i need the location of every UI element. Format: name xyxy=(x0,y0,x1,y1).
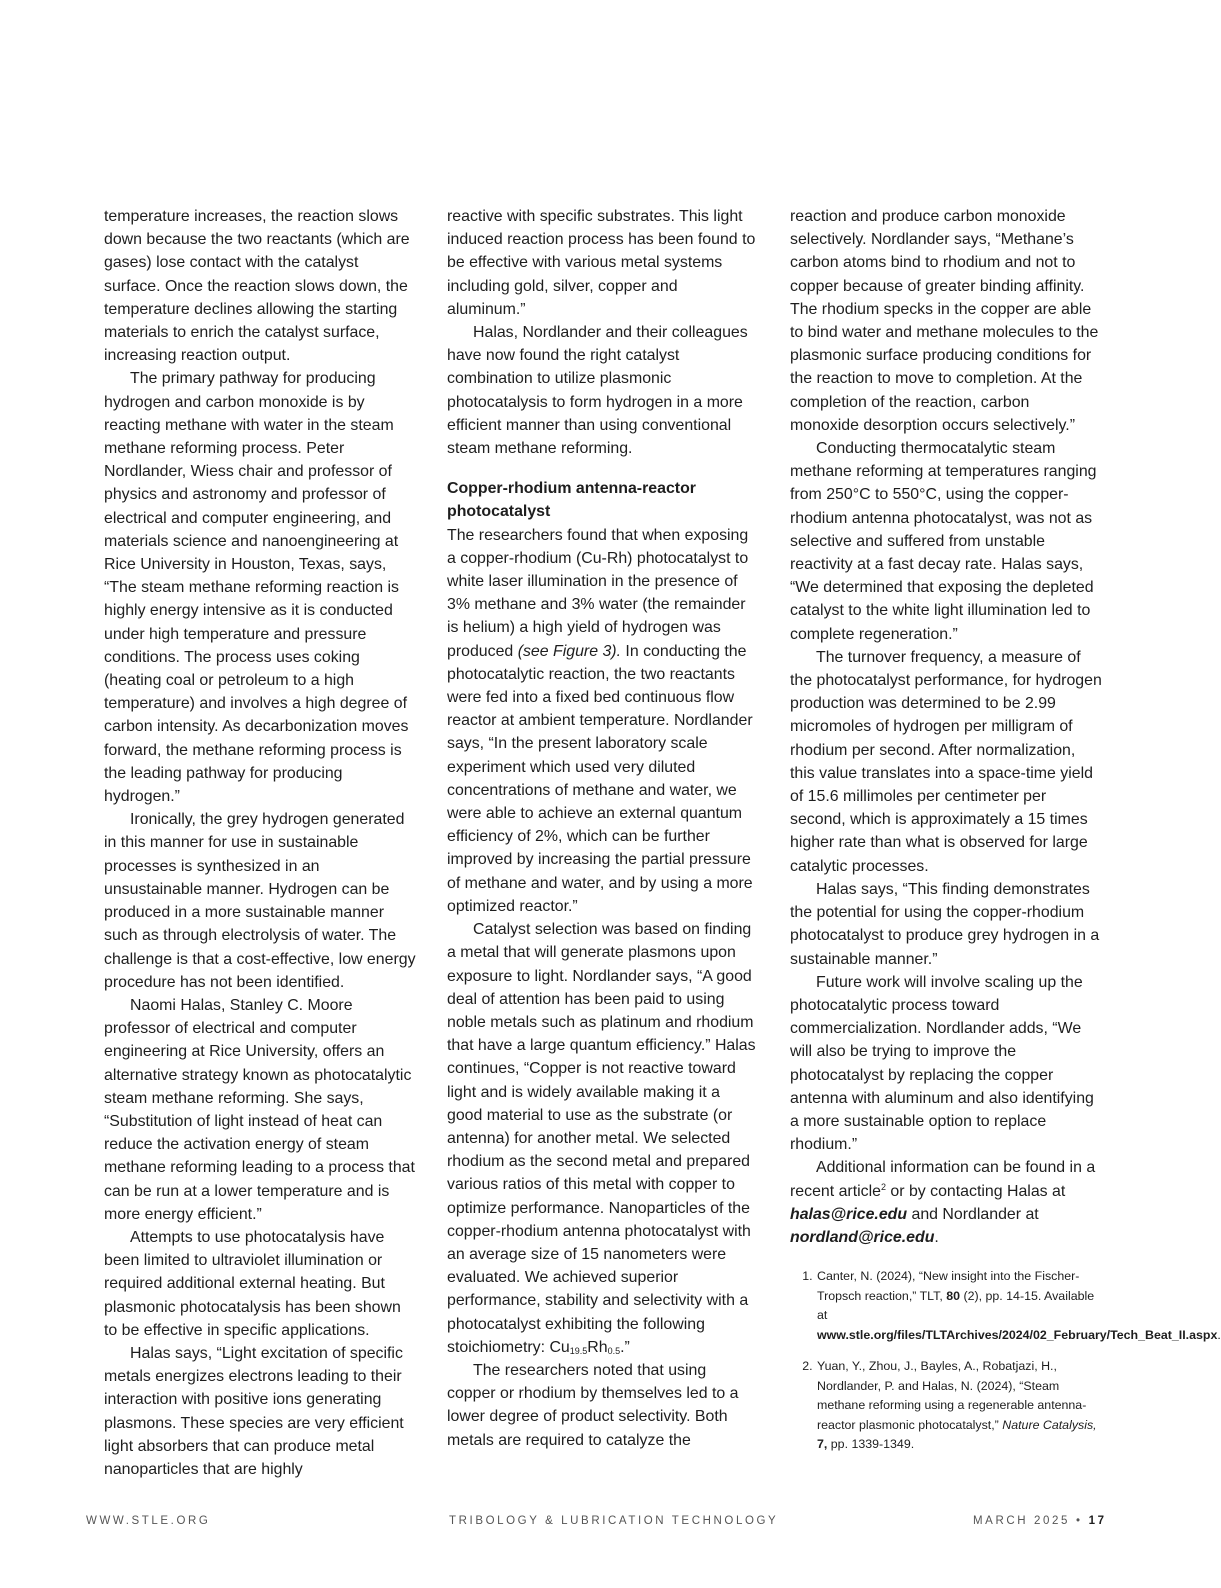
email-link-halas[interactable]: halas@rice.edu xyxy=(790,1205,908,1223)
email-link-nordlander[interactable]: nordland@rice.edu xyxy=(790,1228,935,1246)
footer-date: MARCH 2025 xyxy=(973,1515,1070,1527)
paragraph-text: Catalyst selection was based on finding a metal that will generate plasmons upon exposure to light. Nordlander says, “A good deal of attention has been paid to using noble metals such as platinum and rhodium that have a large quantum efficiency.” Halas continues, “Copper is not reactive toward light and is widely available making it a good material to use as the substrate (or antenna) for another metal. We selected rhodium as the second metal and prepared various ratios of this metal with copper to optimize performance. Nanoparticles of the copper-rhodium antenna photocatalyst with an average size of 15 nanometers were evaluated. We achieved superior performance, stability and selectivity with a photocatalyst exhibiting the following stoichiometry: xyxy=(447,921,756,1356)
paragraph: Ironically, the grey hydrogen generated in this manner for use in sustainable processes is synthesized in an unsustainable manner. Hydrogen can be produced in a more sustainable manner such as through electrolysis of water. The challenge is that a cost-effective, low energy procedure has not been identified. xyxy=(104,811,416,991)
paragraph xyxy=(790,1156,1102,1249)
paragraph: Attempts to use photocatalysis have been limited to ultraviolet illumination or required additional external heating. But plasmonic photocatalysis has been shown to be effective in specific applications. xyxy=(104,1228,401,1339)
reference-text: . xyxy=(1217,1327,1221,1342)
reference-volume: 7, xyxy=(817,1437,828,1452)
article-column-3 xyxy=(790,205,1221,1467)
reference-url-link[interactable]: www.stle.org/files/TLTArchives/2024/02_February/Tech_Beat_II.aspx xyxy=(817,1327,1218,1342)
stoichiometry-formula xyxy=(549,1339,629,1356)
reference-list xyxy=(790,1267,1221,1455)
paragraph-text: or by contacting Halas at xyxy=(885,1182,1066,1200)
page-number: 17 xyxy=(1088,1515,1107,1527)
footer-website: WWW.STLE.ORG xyxy=(86,1515,211,1527)
paragraph-text: . xyxy=(934,1228,939,1246)
paragraph: reactive with specific substrates. This light induced reaction process has been found to be effective with various metal systems including gold, silver, copper and aluminum.” xyxy=(447,208,756,318)
paragraph: Halas, Nordlander and their colleagues have now found the right catalyst combination to utilize plasmonic photocatalysis to form hydrogen in a more efficient manner than using conventional steam methane reforming. xyxy=(447,324,748,458)
paragraph-text: The researchers found that when exposing a copper-rhodium (Cu-Rh) photocatalyst to white laser illumination in the presence of 3% methane and 3% water (the remainder is helium) a high yield of hydrogen was produced xyxy=(447,526,749,660)
paragraph: reaction and produce carbon monoxide selectively. Nordlander says, “Methane’s carbon atoms bind to rhodium and not to copper because of greater binding affinity. The rhodium specks in the copper are able to bind water and methane molecules to the plasmonic surface producing conditions for the reaction to move to completion. At the completion of the reaction, carbon monoxide desorption occurs selectively.” xyxy=(790,208,1099,434)
reference-volume: 80 xyxy=(946,1288,961,1303)
reference-superscript: 2 xyxy=(880,1181,886,1192)
footer-date-page xyxy=(973,1515,1107,1527)
section-heading: Copper-rhodium antenna-reactor photocatalyst xyxy=(447,480,696,521)
formula-end: .” xyxy=(620,1338,630,1356)
article-column-2 xyxy=(447,205,759,1452)
paragraph: Future work will involve scaling up the photocatalytic process toward commercialization. Nordlander adds, “We will also be trying to improve the photocatalyst by replacing the copper antenna with aluminum and also identifying a more sustainable option to replace rhodium.” xyxy=(790,973,1094,1154)
paragraph-text: In conducting the photocatalytic reaction, the two reactants were fed into a fixed bed continuous flow reactor at ambient temperature. Nordlander says, “In the present laboratory scale experiment which used very diluted concentrations of methane and water, we were able to achieve an external quantum efficiency of 2%, which can be further improved by increasing the partial pressure of methane and water, and by using a more optimized reactor.” xyxy=(447,642,753,915)
paragraph: Conducting thermocatalytic steam methane reforming at temperatures ranging from 250°C to 550°C, using the copper-rhodium antenna photocatalyst, was not as selective and suffered from unstable reactivity at a fast decay rate. Halas says, “We determined that exposing the depleted catalyst to the white light illumination led to complete regeneration.” xyxy=(790,440,1097,643)
paragraph: The primary pathway for producing hydrogen and carbon monoxide is by reacting methane with water in the steam methane reforming process. Peter Nordlander, Wiess chair and professor of physics and astronomy and professor of electrical and computer engineering, and materials science and nanoengineering at Rice University in Houston, Texas, says, “The steam methane reforming reaction is highly energy intensive as it is conducted under high temperature and pressure conditions. The process uses coking (heating coal or petroleum to a high temperature) and involves a high degree of carbon intensity. As decarbonization moves forward, the methane reforming process is the leading pathway for producing hydrogen.” xyxy=(104,370,409,806)
paragraph-text: and Nordlander at xyxy=(907,1205,1039,1223)
article-column-1 xyxy=(104,205,416,1481)
reference-text: (2), pp. 14-15. Available at xyxy=(817,1288,1095,1323)
paragraph xyxy=(447,524,759,918)
paragraph: Halas says, “This finding demonstrates the potential for using the copper-rhodium photocatalyst to produce grey hydrogen in a sustainable manner.” xyxy=(790,880,1100,968)
footer-separator: • xyxy=(1075,1515,1083,1527)
footer-publication-title: TRIBOLOGY & LUBRICATION TECHNOLOGY xyxy=(449,1515,779,1527)
paragraph: temperature increases, the reaction slows down because the two reactants (which are gases) lose contact with the catalyst surface. Once the reaction slows down, the temperature declines allowing the starting materials to enrich the catalyst surface, increasing reaction output. xyxy=(104,208,410,365)
paragraph xyxy=(447,918,759,1359)
formula-element-rh: Rh xyxy=(587,1338,608,1356)
reference-text: Canter, N. (2024), “New insight into the Fischer-Tropsch reaction,” TLT, xyxy=(817,1269,1080,1303)
reference-text: Yuan, Y., Zhou, J., Bayles, A., Robatjazi, H., Nordlander, P. and Halas, N. (2024), “Steam methane reforming using a regenerable antenna-reactor plasmonic photocatalyst,” xyxy=(817,1359,1087,1432)
reference-item xyxy=(816,1267,1221,1345)
reference-journal: Nature Catalysis, xyxy=(1002,1417,1097,1432)
paragraph: Naomi Halas, Stanley C. Moore professor of electrical and computer engineering at Rice University, offers an alternative strategy known as photocatalytic steam methane reforming. She says, “Substitution of light instead of heat can reduce the activation energy of steam methane reforming leading to a process that can be run at a lower temperature and is more energy efficient.” xyxy=(104,996,415,1223)
formula-subscript: 0.5 xyxy=(607,1345,621,1356)
paragraph: The turnover frequency, a measure of the photocatalyst performance, for hydrogen production was determined to be 2.99 micromoles of hydrogen per milligram of rhodium per second. After normalization, this value translates into a space-time yield of 15.6 millimoles per centimeter per second, which is approximately a 15 times higher rate than what is observed for large catalytic processes. xyxy=(790,648,1102,875)
figure-reference: (see Figure 3). xyxy=(517,642,622,660)
formula-element-cu: Cu xyxy=(549,1338,570,1356)
reference-item xyxy=(816,1357,1102,1455)
formula-subscript: 19.5 xyxy=(569,1345,588,1356)
reference-text: pp. 1339-1349. xyxy=(827,1437,915,1452)
paragraph: Halas says, “Light excitation of specific metals energizes electrons leading to their interaction with positive ions generating plasmons. These species are very efficient light absorbers that can produce metal nanoparticles that are highly xyxy=(104,1344,404,1478)
paragraph: The researchers noted that using copper or rhodium by themselves led to a lower degree of product selectivity. Both metals are required to catalyze the xyxy=(447,1361,739,1449)
paragraph-text: Additional information can be found in a recent article xyxy=(790,1159,1096,1200)
